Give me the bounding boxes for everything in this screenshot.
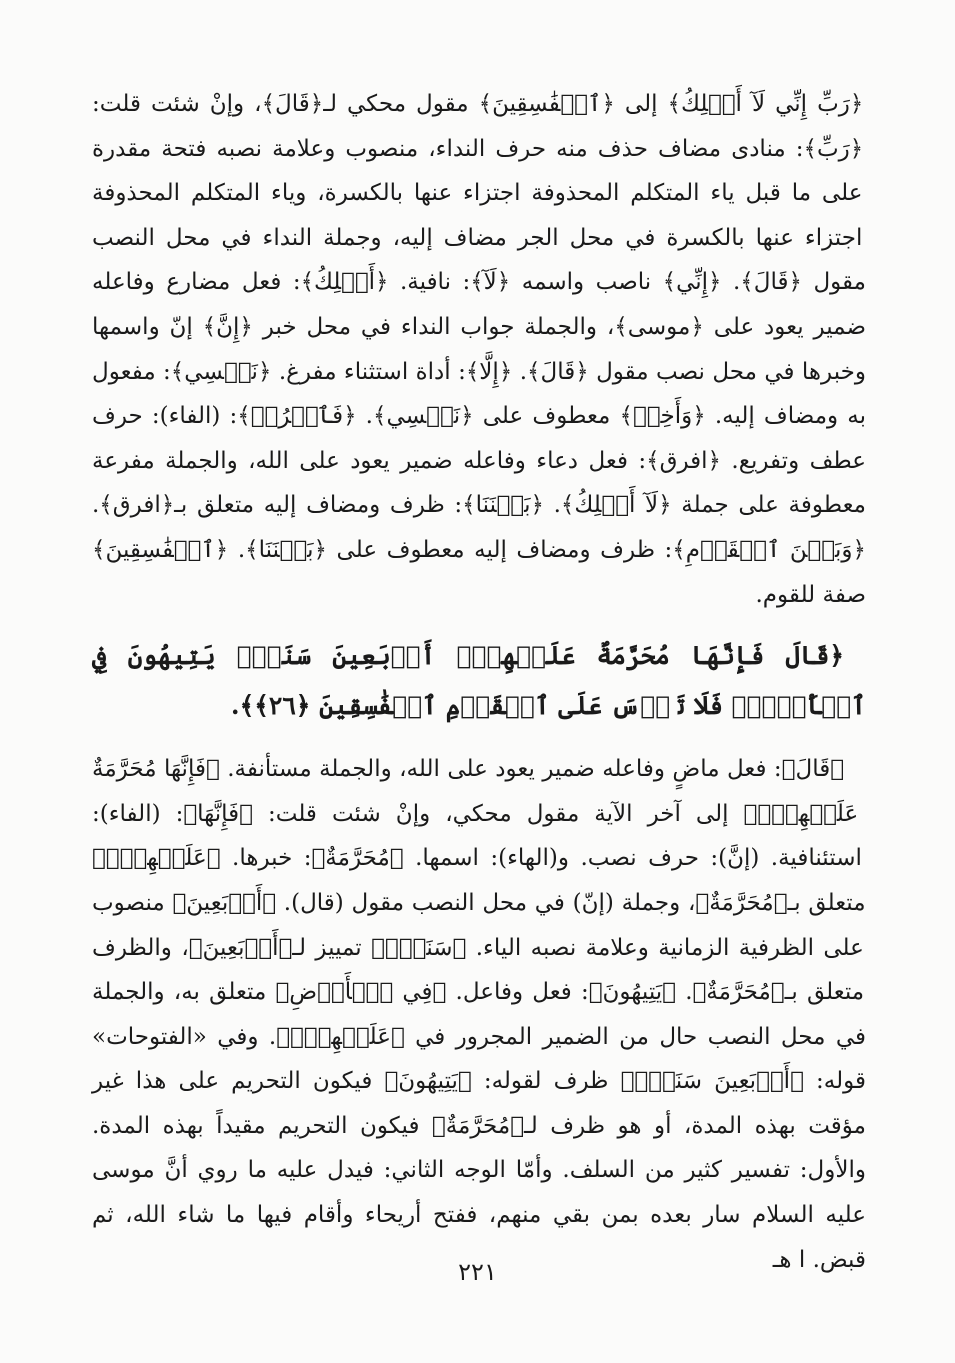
text-line: وفاعله ضمير يعود على ﴿موسى﴾، والجملة جواب النداء في محل خبر ﴿إِنَّ﴾ (92, 269, 866, 340)
text-line: ﴿رَبِّ﴾: منادى مضاف حذف منه حرف النداء، منصوب وعلامة نصبه فتحة مقدرة (92, 135, 864, 162)
text-line: إنّ واسمها وخبرها في محل نصب مقول ﴿قَالَ﴾. ﴿إِلَّا﴾: أداة استثناء مفرغ. (92, 313, 866, 385)
text-line: اجتزاء عنها بالكسرة في محل الجر مضاف إليه، وجملة النداء في محل النصب (92, 224, 863, 251)
text-line: استئنافية. (إنَّ): حرف نصب. و(الهاء): اسمها. ﴿مُحَرَّمَةٌ﴾: خبرها. ﴿عَلَيۡهِمۡۛ﴾ (92, 845, 862, 872)
quran-verse (92, 631, 866, 731)
text-line: ﴿ٱلۡفَٰسِقِينَ﴾ صفة للقوم. (92, 536, 866, 608)
text-line: ﴿نَفۡسِي﴾: مفعول به ومضاف إليه. ﴿وَأَخِيۖ﴾ معطوف على ﴿نَفۡسِي﴾. ﴿فَٱفۡرُقۡ﴾: (92, 358, 866, 430)
text-line: على ما قبل ياء المتكلم المحذوفة اجتزاء عنها بالكسرة، وياء المتكلم المحذوفة (92, 180, 863, 207)
page-number: ٢٢١ (458, 1258, 497, 1286)
text-line: تفسير كثير من السلف. وأمّا الوجه الثاني: فيدل عليه ما روي أنَّ موسى عليه السلام (92, 1157, 866, 1229)
text-line: والجملة مفرعة معطوفة على جملة ﴿لَآ أَمۡلِكُ﴾. ﴿بَيۡنَنَا﴾: ظرف ومضاف إليه (92, 447, 866, 519)
paragraph-2 (92, 747, 866, 1282)
text-line: متعلق بـ﴿افرق﴾. ﴿وَبَيۡنَ ٱلۡقَوۡمِ﴾: ظرف ومضاف إليه معطوف على ﴿بَيۡنَنَا﴾. (92, 492, 866, 563)
text-line: (الفاء): حرف عطف وتفريع. ﴿افرق﴾: فعل دعاء وفاعله ضمير يعود على الله، (92, 403, 866, 474)
verse-line: ﴿قَالَ فَإِنَّهَا مُحَرَّمَةٌ عَلَيۡهِمۡۛ أَرۡبَعِينَ سَنَةٗۛ يَتِيهُونَ فِي ٱلۡأَرۡضِۚ فَلَا تَأۡسَ عَلَى ٱلۡقَوۡمِ (92, 641, 866, 721)
text-line: ﴿أَرۡبَعِينَ سَنَةٗۛ﴾ ظرف لقوله: ﴿يَتِيهُونَ﴾ فيكون التحريم على هذا غير مؤقت (92, 1068, 867, 1139)
text-line: ﴿قَالَ﴾: فعل ماضٍ وفاعله ضمير يعود على الله، والجملة مستأنفة. ﴿فَإِنَّهَا (156, 756, 844, 783)
text-line: على الظرفية الزمانية وعلامة نصبه الياء. ﴿سَنَةٗۛ﴾ تمييز لـ﴿أَرۡبَعِينَ﴾، والظرف (92, 934, 864, 961)
spacer (92, 731, 866, 747)
text-line: متعلق بـ﴿مُحَرَّمَةٌ﴾. ﴿يَتِيهُونَ﴾: فعل وفاعل. ﴿فِي ٱلۡأَرۡضِ﴾ متعلق به، والجملة (92, 979, 865, 1006)
text-line: مُحَرَّمَةٌ عَلَيۡهِمۡۛ﴾ إلى آخر الآية مقول محكي، وإنْ شئت قلت: ﴿فَإِنَّهَا﴾: (الفاء): (92, 756, 859, 827)
text-line: سار بعده بمن بقي منهم، ففتح أريحاء وأقام فيها ما شاء الله، ثم قبض. ا هـ (92, 1202, 866, 1273)
text-line: بهذه المدة، أو هو ظرف لـ﴿مُحَرَّمَةٌ﴾ فيكون التحريم مقيداً بهذه المدة. والأول: (92, 1112, 866, 1184)
text-line: ﴿رَبِّ إِنِّي لَآ أَمۡلِكُ﴾ إلى ﴿ٱلۡفَٰسِقِينَ﴾ مقول محكي لـ﴿قَالَ﴾، وإنْ شئت قلت: (92, 91, 864, 117)
text-line: متعلق بـ﴿مُحَرَّمَةٌ﴾، وجملة (إنّ) في محل النصب مقول (قال). ﴿أَرۡبَعِينَ﴾ منصوب (92, 889, 866, 916)
main-text (92, 82, 866, 1282)
text-line: مقول ﴿قَالَ﴾. ﴿إِنِّي﴾ ناصب واسمه ﴿لَآ﴾: نافية. ﴿أَمۡلِكُ﴾: فعل مضارع (154, 269, 866, 296)
paragraph-1 (92, 82, 866, 617)
spacer (92, 617, 866, 631)
text-line: في محل النصب حال من الضمير المجرور في ﴿عَلَيۡهِمۡۛ﴾. وفي «الفتوحات» قوله: (92, 1023, 866, 1095)
verse-line: ٱلۡفَٰسِقِينَ ﴿٢٦﴾﴾. (230, 691, 438, 721)
